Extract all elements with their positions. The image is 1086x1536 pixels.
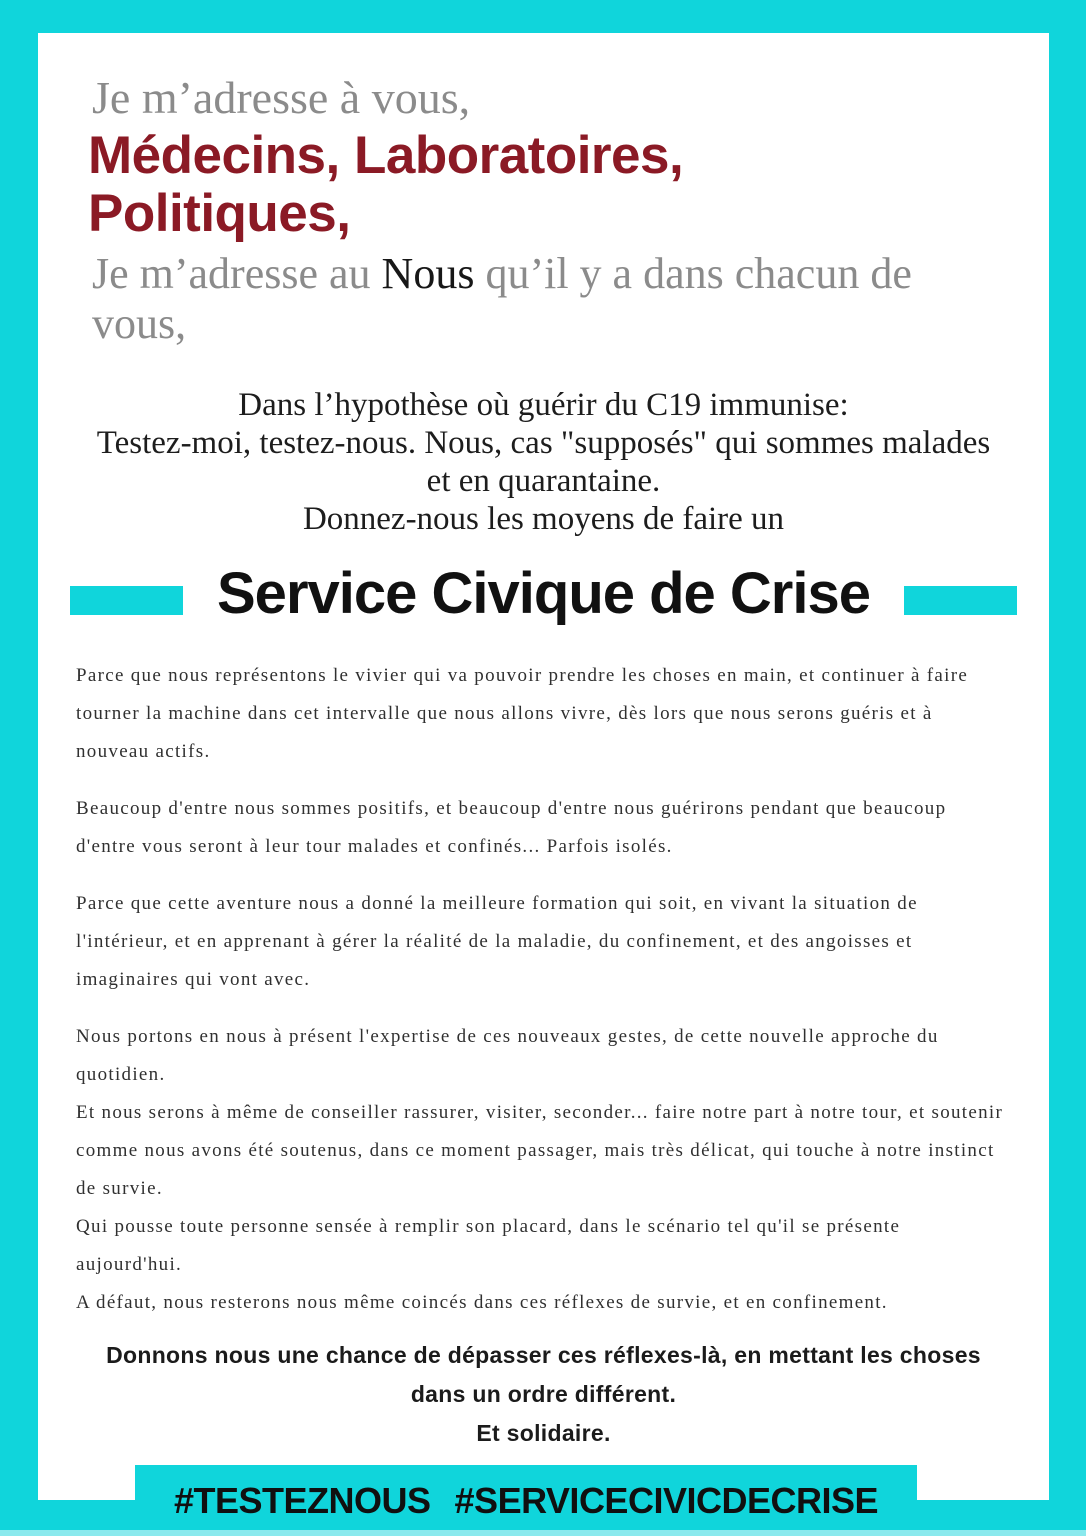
second-salutation-emphasis: Nous <box>381 249 475 299</box>
body-paragraph: Parce que nous représentons le vivier qui va pouvoir prendre les choses en main, et continuer à faire tourner la machine dans cet intervalle que nous allons vivre, dès lors que nous serons guéris et à nouveau actifs. <box>76 664 969 762</box>
hashtag-banner <box>135 1465 917 1536</box>
body-paragraph: Nous portons en nous à présent l'expertise de ces nouveaux gestes, de cette nouvelle approche du quotidien. <box>76 1025 939 1085</box>
intro-line: Donnez-nous les moyens de faire un <box>302 500 785 537</box>
hashtag-servicecivicdecrise: #SERVICECIVICDECRISE <box>454 1479 878 1521</box>
title-row <box>70 560 1017 627</box>
second-salutation-suffix: qu’il y a dans chacun de vous, <box>92 249 912 349</box>
poster-sheet <box>38 33 1049 1500</box>
body-paragraph: Qui pousse toute personne sensée à remplir son placard, dans le scénario tel qu'il se présente aujourd'hui. <box>76 1215 901 1275</box>
closing-block <box>89 1336 999 1453</box>
addressees-heading <box>88 127 1049 244</box>
page-title: Service Civique de Crise <box>217 560 870 626</box>
intro-block <box>94 386 994 538</box>
closing-line-2: Et solidaire. <box>476 1419 611 1446</box>
addressees-line-2: Politiques, <box>88 183 351 243</box>
body-paragraph: Parce que cette aventure nous a donné la meilleure formation qui soit, en vivant la situation de l'intérieur, et en apprenant à gérer la réalité de la maladie, du confinement, et des angoisses et imaginaires qui vont avec. <box>76 892 918 990</box>
accent-bar-right <box>904 586 1017 615</box>
continued-paragraphs <box>76 1018 1006 1322</box>
intro-line: Testez-moi, testez-nous. Nous, cas "supposés" qui sommes malades et en quarantaine. <box>96 424 991 499</box>
hashtag-testeznous: #TESTEZNOUS <box>173 1479 431 1521</box>
bottom-edge-strip <box>0 1530 1086 1536</box>
body-paragraph: Beaucoup d'entre nous sommes positifs, et beaucoup d'entre nous guérirons pendant que beaucoup d'entre vous seront à leur tour malades et confinés... Parfois isolés. <box>76 797 947 857</box>
intro-line: Dans l’hypothèse où guérir du C19 immunise: <box>238 386 849 423</box>
addressees-line-1: Médecins, Laboratoires, <box>88 125 684 185</box>
salutation-heading: Je m’adresse à vous, <box>92 72 471 123</box>
accent-bar-left <box>70 586 183 615</box>
second-salutation-prefix: Je m’adresse au <box>92 249 382 299</box>
body-paragraph: Et nous serons à même de conseiller rassurer, visiter, seconder... faire notre part à notre tour, et soutenir comme nous avons été soutenus, dans ce moment passager, mais très délicat, qui touche à notre instinct de survie. <box>76 1101 1004 1199</box>
lead-paragraphs <box>76 657 1006 999</box>
closing-line-1: Donnons nous une chance de dépasser ces réflexes-là, en mettant les choses dans un ordre différent. <box>106 1341 981 1407</box>
body-paragraph: A défaut, nous resterons nous même coincés dans ces réflexes de survie, et en confinement. <box>76 1291 888 1313</box>
body-text <box>76 657 1006 1322</box>
second-salutation-heading <box>92 249 1012 349</box>
